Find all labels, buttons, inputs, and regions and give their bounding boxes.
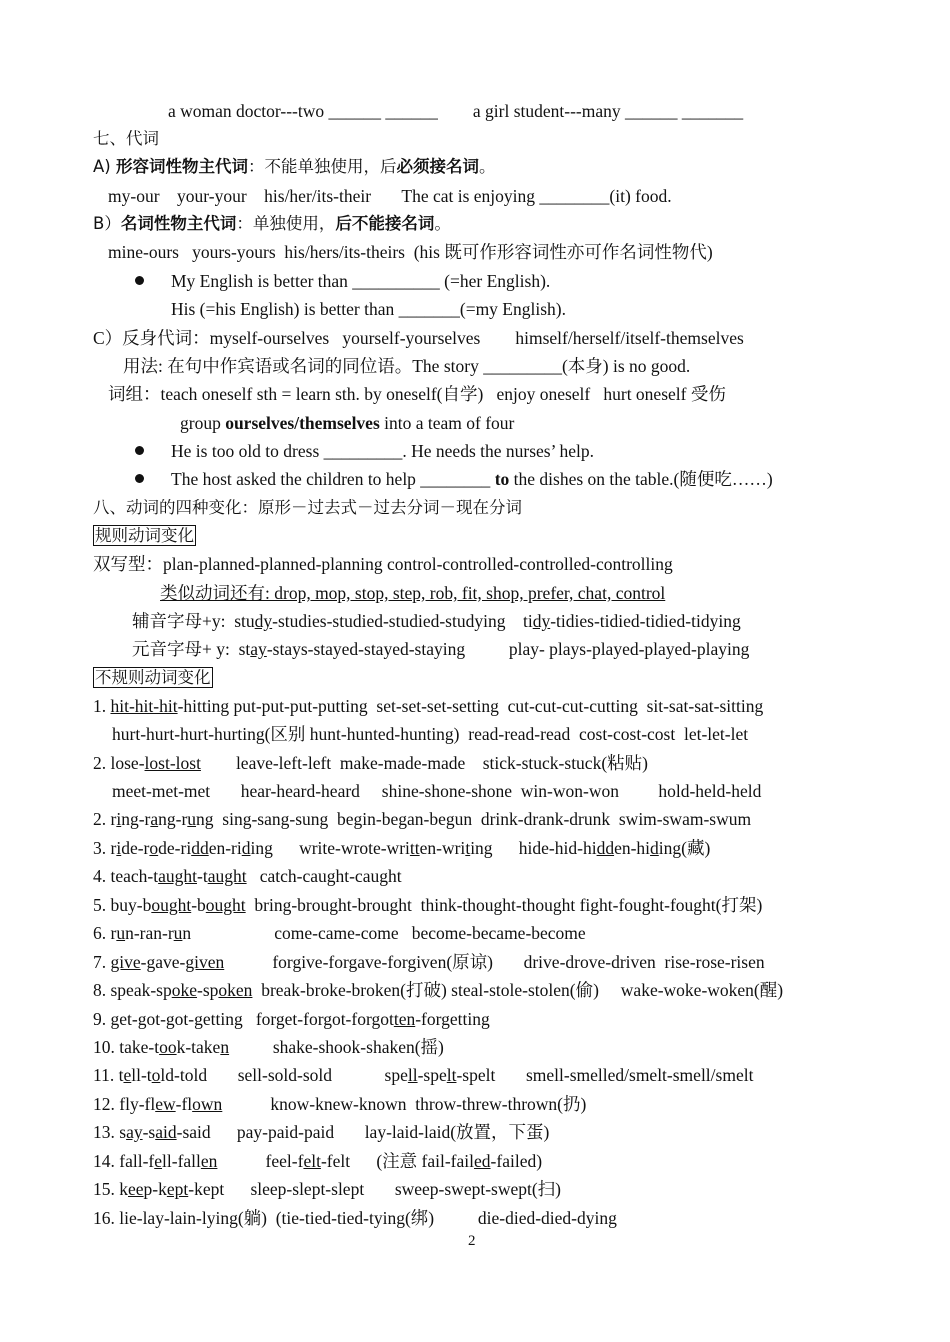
text-line: 13. say-said-said pay-paid-paid lay-laid-laid(放置，下蛋)	[93, 1122, 550, 1142]
text-line: 用法: 在句中作宾语或名词的同位语。The story _________(本身) is no good.	[123, 356, 691, 376]
text-line: mine-ours yours-yours his/hers/its-theirs (his 既可作形容词性亦可作名词性物代)	[108, 242, 713, 262]
bullet	[135, 446, 144, 455]
text-line: 15. keep-kept-kept sleep-slept-slept sweep-swept-swept(扫)	[93, 1179, 562, 1199]
text-line: 辅音字母+y: study-studies-studied-studied-studying tidy-tidies-tidied-tidied-tidying	[132, 611, 741, 631]
text-line: hurt-hurt-hurt-hurting(区别 hunt-hunted-hunting) read-read-read cost-cost-cost let-let-let	[112, 724, 749, 744]
page-number: 2	[468, 1233, 476, 1249]
text-line: my-our your-your his/her/its-their The cat is enjoying ________(it) food.	[108, 186, 672, 206]
text-line: 元音字母+ y: stay-stays-stayed-stayed-staying play- plays-played-played-playing	[132, 639, 750, 659]
text-line: 1. hit-hit-hit-hitting put-put-put-putting set-set-set-setting cut-cut-cut-cutting sit-sat-sat-sitting	[93, 696, 764, 716]
text-line: a woman doctor---two ______ ______ a girl student---many ______ _______	[168, 101, 744, 121]
text-line: B）名词性物主代词：单独使用，后不能接名词。	[93, 214, 451, 233]
text-line: 11. tell-told-told sell-sold-sold spell-spelt-spelt smell-smelled/smelt-smell/smelt	[93, 1065, 754, 1085]
text-line: 2. lose-lost-lost leave-left-left make-made-made stick-stuck-stuck(粘贴)	[93, 753, 648, 773]
text-line: His (=his English) is better than _______(=my English).	[171, 299, 566, 319]
section-heading-pronouns: 七、代词	[93, 129, 159, 148]
subheading-irregular: 不规则动词变化	[95, 668, 211, 687]
text-line: 8. speak-spoke-spoken break-broke-broken(打破) steal-stole-stolen(偷) wake-woke-woken(醒)	[93, 980, 784, 1000]
text-line: My English is better than __________ (=her English).	[171, 271, 551, 291]
text-line: 2. ring-rang-rung sing-sang-sung begin-began-begun drink-drank-drunk swim-swam-swum	[93, 809, 752, 829]
text-line: 3. ride-rode-ridden-riding write-wrote-written-writing hide-hid-hidden-hiding(藏)	[93, 838, 711, 858]
text-line: C）反身代词：myself-ourselves yourself-yourselves himself/herself/itself-themselves	[93, 328, 744, 348]
text-line: 双写型：plan-planned-planned-planning control-controlled-controlled-controlling	[93, 554, 673, 574]
text-line: 4. teach-taught-taught catch-caught-caught	[93, 866, 402, 886]
text-line: 16. lie-lay-lain-lying(躺) (tie-tied-tied-tying(绑) die-died-died-dying	[93, 1208, 617, 1228]
text-line: 类似动词还有: drop, mop, stop, step, rob, fit, shop, prefer, chat, control	[160, 583, 666, 603]
text-line: 9. get-got-got-getting forget-forgot-forgotten-forgetting	[93, 1009, 490, 1029]
subheading-regular: 规则动词变化	[95, 526, 194, 545]
text-line: 14. fall-fell-fallen feel-felt-felt (注意 fail-failed-failed)	[93, 1151, 543, 1171]
text-line: 7. give-gave-given forgive-forgave-forgiven(原谅) drive-drove-driven rise-rose-risen	[93, 952, 765, 972]
text-line: He is too old to dress _________. He needs the nurses’ help.	[171, 441, 595, 461]
text-line: group ourselves/themselves into a team of four	[180, 413, 515, 433]
text-line: The host asked the children to help ________ to the dishes on the table.(随便吃……)	[171, 469, 773, 489]
text-line: 10. take-took-taken shake-shook-shaken(摇)	[93, 1037, 444, 1057]
section-heading-verbs: 八、动词的四种变化：原形－过去式－过去分词－现在分词	[93, 498, 522, 517]
text-line: 词组：teach oneself sth = learn sth. by oneself(自学) enjoy oneself hurt oneself 受伤	[108, 384, 726, 404]
bullet	[135, 276, 144, 285]
text-line: 12. fly-flew-flown know-knew-known throw-threw-thrown(扔)	[93, 1094, 587, 1114]
text-line: 5. buy-bought-bought bring-brought-brought think-thought-thought fight-fought-fought(打架)	[93, 895, 763, 915]
text-line: 6. run-ran-run come-came-come become-became-become	[93, 923, 586, 943]
text-line: A) 形容词性物主代词：不能单独使用，后必须接名词。	[93, 157, 496, 176]
bullet	[135, 474, 144, 483]
text-line: meet-met-met hear-heard-heard shine-shone-shone win-won-won hold-held-held	[112, 781, 762, 801]
